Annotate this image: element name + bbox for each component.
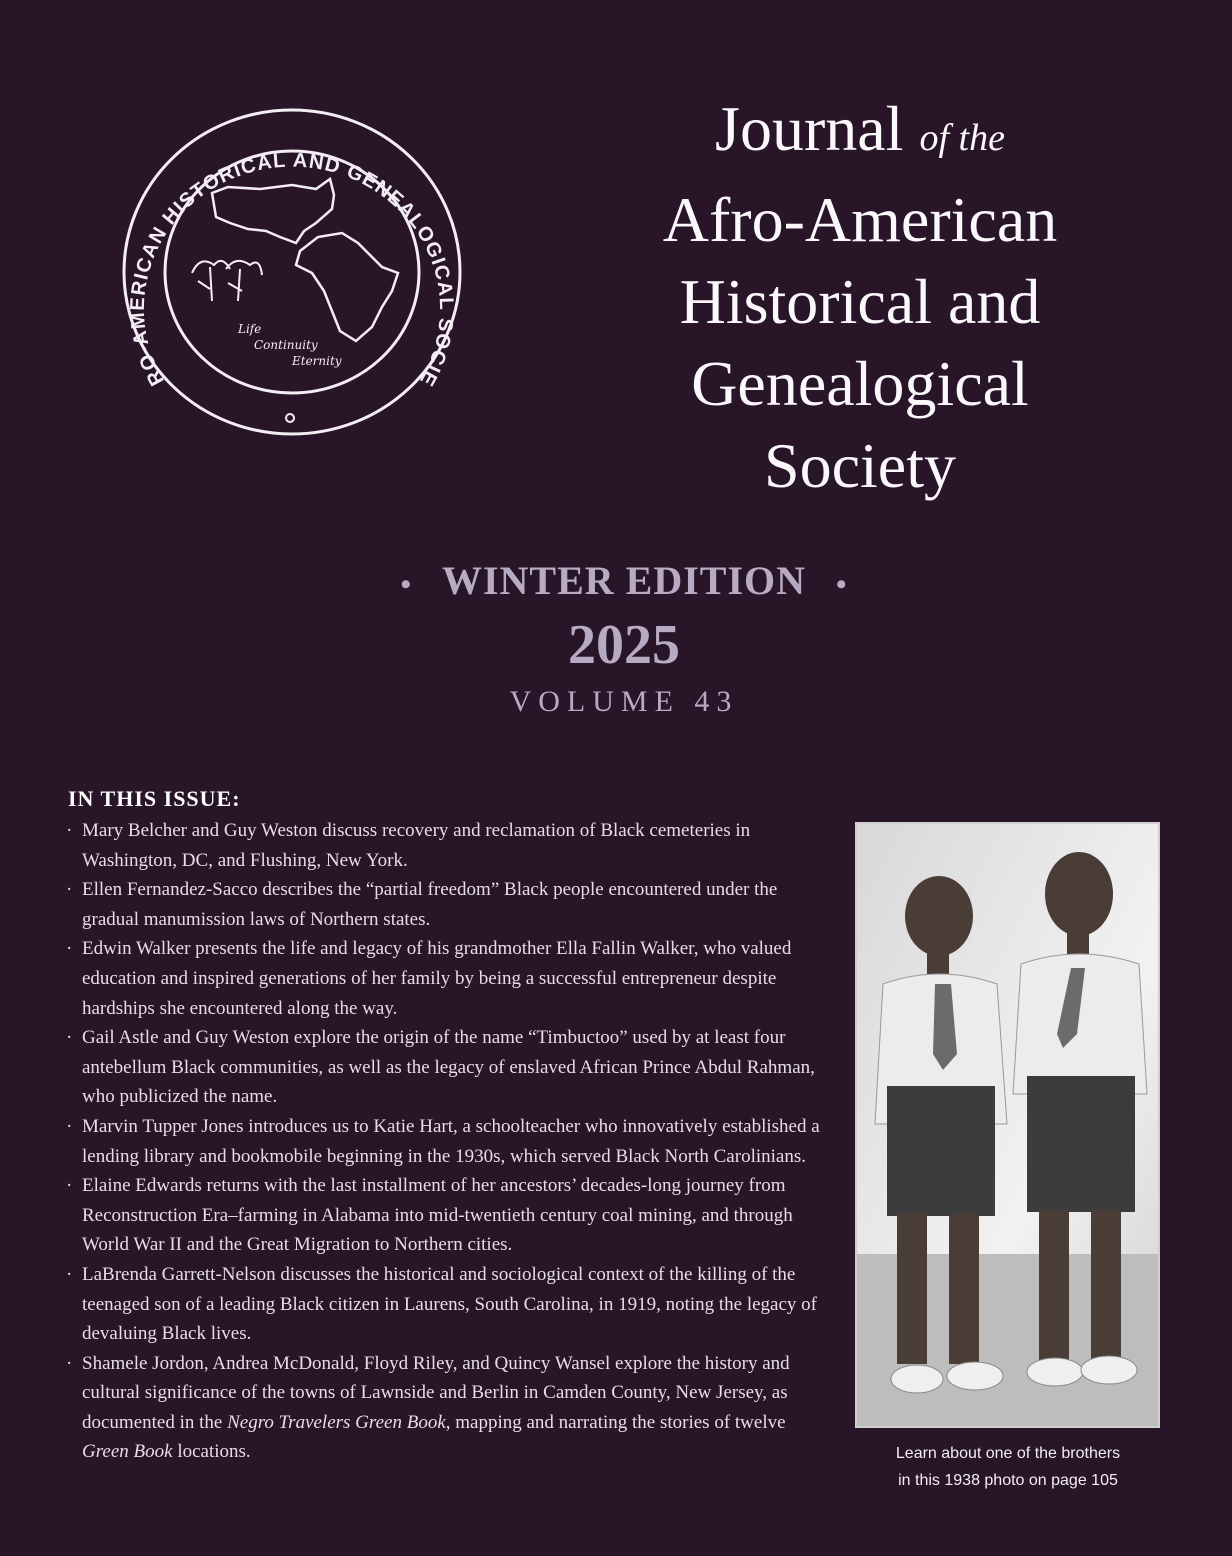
brothers-photo-icon [857,824,1158,1426]
edition-season [0,557,1232,604]
list-item: · Gail Astle and Guy Weston explore the origin of the name “Timbuctoo” used by at least four antebellum Black communities, as well as the legacy of enslaved African Prince Abdul Rahman, who publicized the name. [64,1023,824,1112]
edition-season-text: WINTER EDITION [441,558,807,603]
title-line-journal: Journal of the [715,93,1005,164]
edition-volume: VOLUME 43 [509,685,739,718]
seal-motto-continuity: Continuity [254,338,318,352]
photo-caption-line1: Learn about one of the brothers [895,1445,1121,1462]
list-item: · Shamele Jordon, Andrea McDonald, Floyd Riley, and Quincy Wansel explore the history and cultural significance of the towns of Lawnside and Berlin in Camden County, New Jersey, as documented in the Negro Travelers Green Book, mapping and narrating the stories of twelve Green Book locations. [64,1349,824,1467]
society-seal-icon [120,105,465,440]
society-seal [120,105,465,440]
title-of-the: of the [919,117,1005,159]
issue-heading: IN THIS ISSUE: [68,786,241,811]
list-item: · Mary Belcher and Guy Weston discuss recovery and reclamation of Black cemeteries in Washington, DC, and Flushing, New York. [64,816,824,875]
title-line-society: Society [764,430,956,501]
seal-ring-text: RO-AMERICAN HISTORICAL AND GENEALOGICAL SOCIE [126,149,458,391]
separator-dot-left: • [400,567,412,601]
seal-motto-life: Life [238,322,262,336]
title-line-genealogical: Genealogical [691,348,1029,419]
journal-title [590,88,1130,507]
seal-motto-eternity: Eternity [292,354,342,368]
list-item: · Elaine Edwards returns with the last installment of her ancestors’ decades-long journey from Reconstruction Era–farming in Alabama into mid-twentieth century coal mining, and through World War II and the Great Migration to Northern cities. [64,1171,824,1260]
green-book-title: Negro Travelers Green Book [227,1411,446,1433]
edition-year: 2025 [568,614,680,676]
separator-dot-right: • [836,567,848,601]
list-item: · LaBrenda Garrett-Nelson discusses the historical and sociological context of the killing of the teenaged son of a leading Black citizen in Laurens, South Carolina, in 1919, noting the legacy of devaluing Black lives. [64,1260,824,1349]
photo-caption [856,1440,1160,1494]
issue-list [64,816,824,1467]
title-line-afro-american: Afro-American [662,184,1058,255]
brothers-photo [855,822,1160,1428]
title-line-historical: Historical and [679,266,1041,337]
list-item: · Ellen Fernandez-Sacco describes the “partial freedom” Black people encountered under the gradual manumission laws of Northern states. [64,875,824,934]
list-item: · Marvin Tupper Jones introduces us to Katie Hart, a schoolteacher who innovatively established a lending library and bookmobile beginning in the 1930s, which served Black North Carolinians. [64,1112,824,1171]
photo-caption-line2: in this 1938 photo on page 105 [898,1472,1118,1489]
green-book-short-title: Green Book [82,1441,173,1463]
list-item: · Edwin Walker presents the life and legacy of his grandmother Ella Fallin Walker, who valued education and inspired generations of her family by being a successful entrepreneur despite hardships she encountered along the way. [64,934,824,1023]
